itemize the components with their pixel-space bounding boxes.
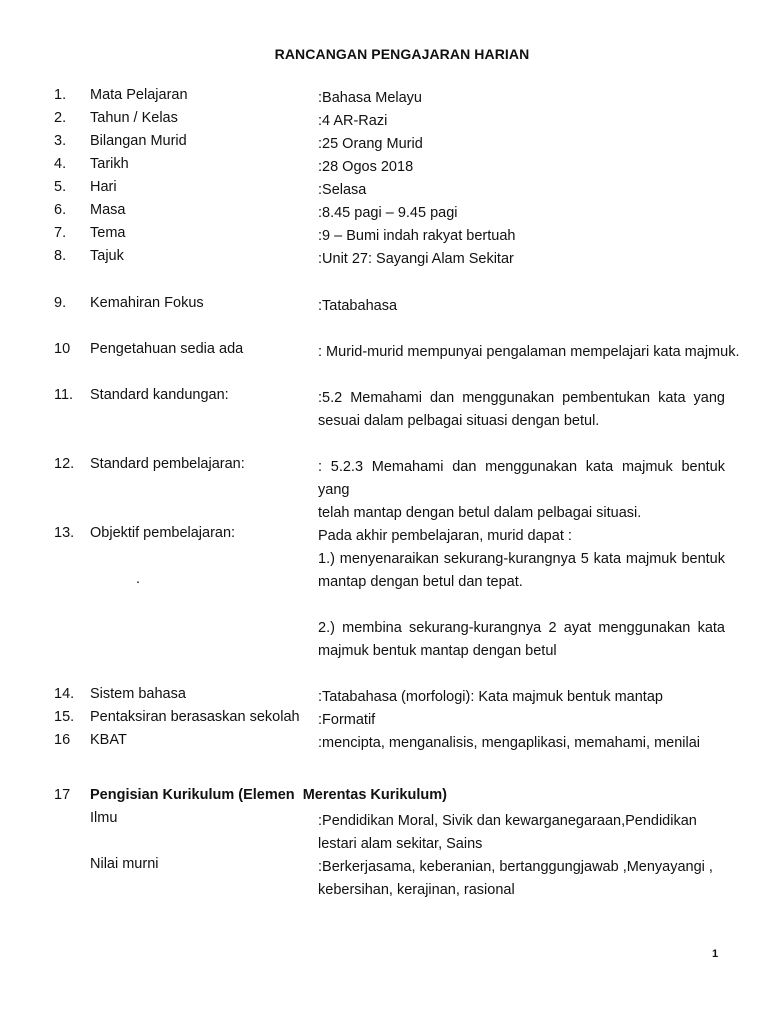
row-value: :8.45 pagi – 9.45 pagi bbox=[318, 205, 458, 221]
row-number: 5. bbox=[54, 179, 67, 195]
row-kbat bbox=[0, 732, 768, 756]
row-value: :25 Orang Murid bbox=[318, 136, 423, 152]
value-line: sesuai dalam pelbagai situasi dengan betul. bbox=[318, 413, 600, 429]
row-label: Bilangan Murid bbox=[90, 133, 187, 149]
row-value: Pada akhir pembelajaran, murid dapat : bbox=[318, 528, 572, 544]
kurikulum-label: Ilmu bbox=[90, 810, 118, 826]
row-number: 6. bbox=[54, 202, 67, 218]
page-number: 1 bbox=[712, 948, 719, 960]
value-line: lestari alam sekitar, Sains bbox=[318, 836, 483, 852]
value-line: kebersihan, kerajinan, rasional bbox=[318, 882, 515, 898]
row-value bbox=[318, 387, 725, 433]
value-line: telah mantap dengan betul dalam pelbagai situasi. bbox=[318, 505, 642, 521]
objective-text bbox=[318, 617, 725, 663]
row-value: :9 – Bumi indah rakyat bertuah bbox=[318, 228, 516, 244]
row-number: 4. bbox=[54, 156, 67, 172]
row-label: Kemahiran Fokus bbox=[90, 295, 204, 311]
row-label: Tarikh bbox=[90, 156, 129, 172]
row-standard-kandungan bbox=[0, 387, 768, 429]
document-title: RANCANGAN PENGAJARAN HARIAN bbox=[274, 46, 530, 62]
row-bilangan-murid bbox=[0, 133, 768, 157]
row-objektif-pembelajaran bbox=[0, 525, 768, 549]
row-hari bbox=[0, 179, 768, 203]
row-label: Pengetahuan sedia ada bbox=[90, 341, 244, 357]
row-kemahiran-fokus bbox=[0, 295, 768, 319]
row-label: Standard kandungan: bbox=[90, 387, 229, 403]
row-label: Tema bbox=[90, 225, 126, 241]
row-masa bbox=[0, 202, 768, 226]
row-pengisian-kurikulum bbox=[0, 787, 768, 811]
row-mata-pelajaran bbox=[0, 87, 768, 111]
row-label: Hari bbox=[90, 179, 117, 195]
row-value bbox=[318, 456, 725, 525]
kurikulum-label: Nilai murni bbox=[90, 856, 159, 872]
value-line: 1.) menyenaraikan sekurang-kurangnya 5 kata majmuk bentuk bbox=[318, 551, 725, 567]
value-line: :5.2 Memahami dan menggunakan pembentukan kata yang bbox=[318, 390, 725, 406]
row-label: KBAT bbox=[90, 732, 127, 748]
value-line: : 5.2.3 Memahami dan menggunakan kata majmuk bentuk yang bbox=[318, 459, 725, 498]
row-label: Tajuk bbox=[90, 248, 124, 264]
row-number: 8. bbox=[54, 248, 67, 264]
row-number: 16 bbox=[54, 732, 71, 748]
row-number: 3. bbox=[54, 133, 67, 149]
row-value: :Formatif bbox=[318, 712, 376, 728]
row-number: 7. bbox=[54, 225, 67, 241]
row-value: :Bahasa Melayu bbox=[318, 90, 422, 106]
objective-2 bbox=[0, 617, 768, 659]
row-number: 13. bbox=[54, 525, 75, 541]
kurikulum-ilmu bbox=[0, 810, 768, 852]
row-number: 14. bbox=[54, 686, 75, 702]
row-tarikh bbox=[0, 156, 768, 180]
value-line: 2.) membina sekurang-kurangnya 2 ayat menggunakan kata bbox=[318, 620, 725, 636]
row-value: :28 Ogos 2018 bbox=[318, 159, 414, 175]
row-number: 17 bbox=[54, 787, 71, 803]
row-tahun-kelas bbox=[0, 110, 768, 134]
row-pentaksiran bbox=[0, 709, 768, 733]
stray-mark-row bbox=[0, 571, 768, 595]
row-sistem-bahasa bbox=[0, 686, 768, 710]
row-number: 11. bbox=[54, 387, 74, 403]
objective-1 bbox=[0, 548, 768, 590]
row-tema bbox=[0, 225, 768, 249]
row-label: Sistem bahasa bbox=[90, 686, 186, 702]
value-line: :Pendidikan Moral, Sivik dan kewarganegaraan,Pendidikan bbox=[318, 813, 697, 829]
row-label: Standard pembelajaran: bbox=[90, 456, 245, 472]
value-line: :Berkerjasama, keberanian, bertanggungjawab ,Menyayangi , bbox=[318, 859, 713, 875]
kurikulum-nilai-murni bbox=[0, 856, 768, 898]
row-value: : Murid-murid mempunyai pengalaman mempelajari kata majmuk. bbox=[318, 344, 740, 360]
row-number: 1. bbox=[54, 87, 67, 103]
row-value: :Unit 27: Sayangi Alam Sekitar bbox=[318, 251, 514, 267]
kurikulum-value bbox=[318, 856, 725, 902]
kurikulum-value bbox=[318, 810, 725, 856]
row-label: Mata Pelajaran bbox=[90, 87, 188, 103]
row-number: 10 bbox=[54, 341, 71, 357]
row-value: :4 AR-Razi bbox=[318, 113, 388, 129]
row-number: 12. bbox=[54, 456, 75, 472]
value-line: mantap dengan betul dan tepat. bbox=[318, 574, 523, 590]
row-standard-pembelajaran bbox=[0, 456, 768, 521]
row-pengetahuan-sedia-ada bbox=[0, 341, 768, 365]
row-value: :Tatabahasa bbox=[318, 298, 398, 314]
row-tajuk bbox=[0, 248, 768, 272]
section-heading: Pengisian Kurikulum (Elemen Merentas Kurikulum) bbox=[90, 787, 447, 803]
value-line: majmuk bentuk mantap dengan betul bbox=[318, 643, 557, 659]
row-number: 15. bbox=[54, 709, 75, 725]
row-value: :mencipta, menganalisis, mengaplikasi, memahami, menilai bbox=[318, 735, 700, 751]
row-number: 9. bbox=[54, 295, 67, 311]
row-label: Pentaksiran berasaskan sekolah bbox=[90, 709, 300, 725]
row-value: :Tatabahasa (morfologi): Kata majmuk bentuk mantap bbox=[318, 689, 663, 705]
stray-mark: . bbox=[136, 571, 141, 587]
row-label: Tahun / Kelas bbox=[90, 110, 178, 126]
row-label: Masa bbox=[90, 202, 126, 218]
row-label: Objektif pembelajaran: bbox=[90, 525, 236, 541]
row-number: 2. bbox=[54, 110, 67, 126]
row-value: :Selasa bbox=[318, 182, 367, 198]
